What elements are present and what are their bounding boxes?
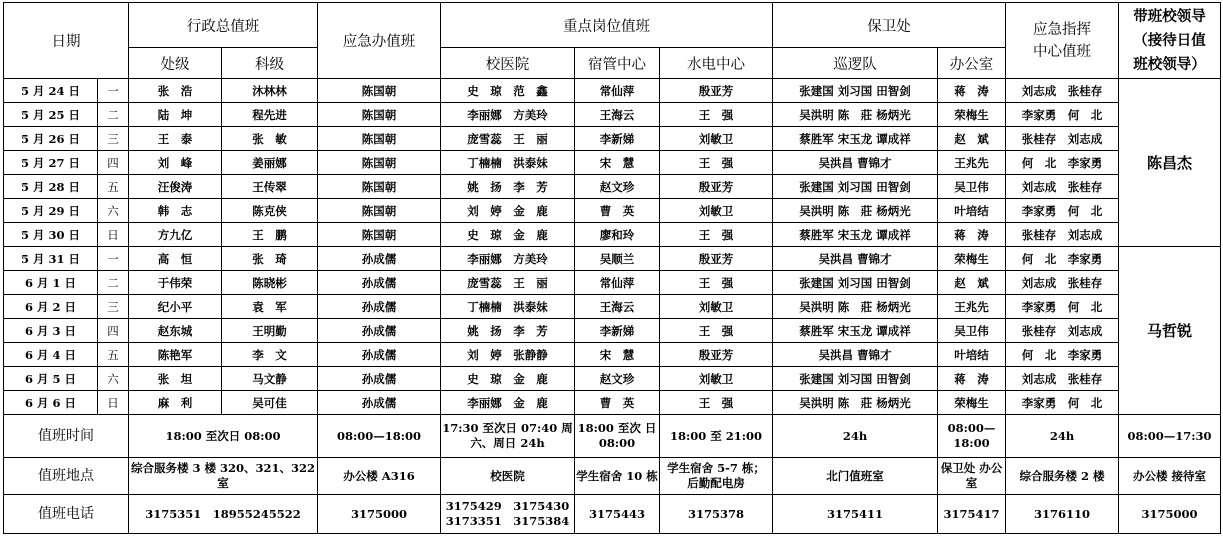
footer-location-clinic: 校医院: [441, 458, 575, 495]
command-cell: 刘志成 张桂存: [1006, 271, 1119, 295]
command-cell: 刘志成 张桂存: [1006, 367, 1119, 391]
weekday-cell: 三: [98, 295, 129, 319]
table-row: [4, 367, 1221, 391]
security-office-header: 办公室: [938, 48, 1006, 79]
footer-time-clinic: 17:30 至次日 07:40 周六、周日 24h: [441, 415, 575, 458]
dorm-cell: 赵文珍: [575, 367, 660, 391]
footer-phone-leader: 3175000: [1119, 495, 1221, 534]
footer-location-patrol: 北门值班室: [773, 458, 938, 495]
leader-header: 带班校领导 （接待日值 班校领导）: [1119, 3, 1221, 79]
dorm-cell: 王海云: [575, 103, 660, 127]
dorm-header: 宿管中心: [575, 48, 660, 79]
utility-cell: 王 强: [660, 103, 773, 127]
table-row: [4, 391, 1221, 415]
utility-header: 水电中心: [660, 48, 773, 79]
footer-location-utility: 学生宿舍 5-7 栋； 后勤配电房: [660, 458, 773, 495]
dorm-cell: 吴顺兰: [575, 247, 660, 271]
weekday-cell: 五: [98, 343, 129, 367]
clinic-cell: 史 琼 范 鑫: [441, 79, 575, 103]
patrol-cell: 蔡胜军 宋玉龙 谭成祥: [773, 319, 938, 343]
date-cell: 6 月 4 日: [4, 343, 98, 367]
patrol-cell: 吴洪明 陈 莊 杨炳光: [773, 103, 938, 127]
weekday-cell: 四: [98, 151, 129, 175]
footer-location-leader: 办公楼 接待室: [1119, 458, 1221, 495]
footer-phone-label: 值班电话: [4, 495, 129, 534]
footer-time-emergency: 08:00—18:00: [318, 415, 441, 458]
date-cell: 6 月 6 日: [4, 391, 98, 415]
patrol-cell: 张建国 刘习国 田智剑: [773, 79, 938, 103]
date-cell: 5 月 30 日: [4, 223, 98, 247]
security-office-cell: 蒋 涛: [938, 223, 1006, 247]
admin-section-cell: 陈晓彬: [222, 271, 318, 295]
weekday-cell: 二: [98, 271, 129, 295]
emergency-office-cell: 陈国朝: [318, 103, 441, 127]
utility-cell: 殷亚芳: [660, 343, 773, 367]
dorm-cell: 廖和玲: [575, 223, 660, 247]
admin-section-cell: 王 鹏: [222, 223, 318, 247]
footer-time-label: 值班时间: [4, 415, 129, 458]
dorm-cell: 常仙萍: [575, 79, 660, 103]
patrol-cell: 蔡胜军 宋玉龙 谭成祥: [773, 223, 938, 247]
admin-section-cell: 王传翠: [222, 175, 318, 199]
date-cell: 5 月 31 日: [4, 247, 98, 271]
admin-senior-cell: 王 泰: [129, 127, 222, 151]
dorm-cell: 李新娣: [575, 319, 660, 343]
weekday-cell: 日: [98, 223, 129, 247]
utility-cell: 王 强: [660, 319, 773, 343]
admin-section-cell: 沐林林: [222, 79, 318, 103]
clinic-cell: 刘 婷 金 鹿: [441, 199, 575, 223]
date-cell: 5 月 26 日: [4, 127, 98, 151]
security-office-cell: 吴卫伟: [938, 319, 1006, 343]
footer-location-emergency: 办公楼 A316: [318, 458, 441, 495]
weekday-cell: 一: [98, 247, 129, 271]
security-office-cell: 王兆先: [938, 295, 1006, 319]
emergency-office-cell: 陈国朝: [318, 127, 441, 151]
admin-section-cell: 张 琦: [222, 247, 318, 271]
clinic-cell: 姚 扬 李 芳: [441, 319, 575, 343]
command-cell: 李家勇 何 北: [1006, 295, 1119, 319]
command-header: 应急指挥 中心值班: [1006, 3, 1119, 79]
admin-section-cell: 马文静: [222, 367, 318, 391]
security-office-cell: 蒋 涛: [938, 367, 1006, 391]
admin-senior-cell: 赵东城: [129, 319, 222, 343]
weekday-cell: 一: [98, 79, 129, 103]
utility-cell: 刘敏卫: [660, 295, 773, 319]
security-office-cell: 叶培结: [938, 343, 1006, 367]
date-cell: 6 月 2 日: [4, 295, 98, 319]
date-cell: 6 月 5 日: [4, 367, 98, 391]
admin-senior-cell: 刘 峰: [129, 151, 222, 175]
table-row: [4, 199, 1221, 223]
duty-schedule-table: [3, 2, 1221, 534]
footer-phone-row: [4, 495, 1221, 534]
emergency-office-cell: 孙成儒: [318, 271, 441, 295]
command-cell: 李家勇 何 北: [1006, 391, 1119, 415]
admin-section-cell: 袁 军: [222, 295, 318, 319]
emergency-office-cell: 孙成儒: [318, 343, 441, 367]
dorm-cell: 李新娣: [575, 127, 660, 151]
date-cell: 5 月 28 日: [4, 175, 98, 199]
command-cell: 何 北 李家勇: [1006, 247, 1119, 271]
table-row: [4, 343, 1221, 367]
footer-time-dorm: 18:00 至次 日 08:00: [575, 415, 660, 458]
clinic-cell: 庞雪蕊 王 丽: [441, 127, 575, 151]
footer-phone-patrol: 3175411: [773, 495, 938, 534]
utility-cell: 刘敏卫: [660, 127, 773, 151]
dorm-cell: 常仙萍: [575, 271, 660, 295]
emergency-office-cell: 陈国朝: [318, 223, 441, 247]
weekday-cell: 六: [98, 199, 129, 223]
patrol-cell: 吴洪明 陈 莊 杨炳光: [773, 199, 938, 223]
emergency-office-cell: 孙成儒: [318, 247, 441, 271]
emergency-office-cell: 孙成儒: [318, 367, 441, 391]
command-cell: 刘志成 张桂存: [1006, 79, 1119, 103]
footer-phone-emergency: 3175000: [318, 495, 441, 534]
admin-section-cell: 姜丽娜: [222, 151, 318, 175]
admin-section-cell: 李 文: [222, 343, 318, 367]
table-row: [4, 103, 1221, 127]
dorm-cell: 宋 慧: [575, 151, 660, 175]
emergency-office-cell: 陈国朝: [318, 151, 441, 175]
emergency-office-cell: 孙成儒: [318, 391, 441, 415]
patrol-cell: 吴洪明 陈 莊 杨炳光: [773, 391, 938, 415]
date-cell: 5 月 24 日: [4, 79, 98, 103]
weekday-cell: 六: [98, 367, 129, 391]
utility-cell: 殷亚芳: [660, 175, 773, 199]
utility-cell: 殷亚芳: [660, 79, 773, 103]
admin-senior-cell: 张 坦: [129, 367, 222, 391]
footer-phone-utility: 3175378: [660, 495, 773, 534]
admin-section-cell: 程先进: [222, 103, 318, 127]
weekday-cell: 三: [98, 127, 129, 151]
admin-senior-cell: 张 浩: [129, 79, 222, 103]
admin-senior-cell: 麻 利: [129, 391, 222, 415]
patrol-cell: 吴洪昌 曹锦才: [773, 343, 938, 367]
footer-phone-dorm: 3175443: [575, 495, 660, 534]
emergency-office-header: 应急办值班: [318, 3, 441, 79]
dorm-cell: 赵文珍: [575, 175, 660, 199]
leader-week1-cell: 陈昌杰: [1119, 79, 1221, 247]
patrol-cell: 吴洪昌 曹锦才: [773, 151, 938, 175]
patrol-cell: 蔡胜军 宋玉龙 谭成祥: [773, 127, 938, 151]
patrol-cell: 张建国 刘习国 田智剑: [773, 271, 938, 295]
patrol-cell: 张建国 刘习国 田智剑: [773, 175, 938, 199]
admin-senior-header: 处级: [129, 48, 222, 79]
footer-time-office: 08:00— 18:00: [938, 415, 1006, 458]
table-row: [4, 247, 1221, 271]
footer-location-admin: 综合服务楼 3 楼 320、321、322 室: [129, 458, 318, 495]
weekday-cell: 五: [98, 175, 129, 199]
utility-cell: 刘敏卫: [660, 367, 773, 391]
admin-header: 行政总值班: [129, 3, 318, 48]
utility-cell: 王 强: [660, 151, 773, 175]
clinic-cell: 丁楠楠 洪泰妹: [441, 151, 575, 175]
table-row: [4, 223, 1221, 247]
weekday-cell: 日: [98, 391, 129, 415]
security-office-cell: 叶培结: [938, 199, 1006, 223]
utility-cell: 王 强: [660, 271, 773, 295]
admin-section-header: 科级: [222, 48, 318, 79]
footer-phone-admin: 3175351 18955245522: [129, 495, 318, 534]
admin-senior-cell: 于伟荣: [129, 271, 222, 295]
emergency-office-cell: 陈国朝: [318, 79, 441, 103]
dorm-cell: 曹 英: [575, 199, 660, 223]
utility-cell: 刘敏卫: [660, 199, 773, 223]
command-cell: 张桂存 刘志成: [1006, 319, 1119, 343]
patrol-cell: 张建国 刘习国 田智剑: [773, 367, 938, 391]
admin-senior-cell: 陈艳军: [129, 343, 222, 367]
footer-time-row: [4, 415, 1221, 458]
security-header: 保卫处: [773, 3, 1006, 48]
security-office-cell: 荣梅生: [938, 103, 1006, 127]
date-header: 日期: [4, 3, 129, 79]
dorm-cell: 曹 英: [575, 391, 660, 415]
command-cell: 刘志成 张桂存: [1006, 175, 1119, 199]
admin-section-cell: 吴可佳: [222, 391, 318, 415]
utility-cell: 王 强: [660, 391, 773, 415]
table-row: [4, 319, 1221, 343]
patrol-cell: 吴洪明 陈 莊 杨炳光: [773, 295, 938, 319]
clinic-cell: 李丽娜 方美玲: [441, 247, 575, 271]
clinic-cell: 庞雪蕊 王 丽: [441, 271, 575, 295]
security-office-cell: 赵 斌: [938, 271, 1006, 295]
footer-location-office: 保卫处 办公室: [938, 458, 1006, 495]
date-cell: 6 月 1 日: [4, 271, 98, 295]
footer-time-leader: 08:00—17:30: [1119, 415, 1221, 458]
emergency-office-cell: 陈国朝: [318, 199, 441, 223]
date-cell: 5 月 25 日: [4, 103, 98, 127]
footer-time-command: 24h: [1006, 415, 1119, 458]
footer-phone-command: 3176110: [1006, 495, 1119, 534]
command-cell: 张桂存 刘志成: [1006, 127, 1119, 151]
clinic-cell: 丁楠楠 洪泰妹: [441, 295, 575, 319]
footer-location-dorm: 学生宿舍 10 栋: [575, 458, 660, 495]
dorm-cell: 王海云: [575, 295, 660, 319]
admin-section-cell: 张 敏: [222, 127, 318, 151]
admin-senior-cell: 韩 志: [129, 199, 222, 223]
footer-time-admin: 18:00 至次日 08:00: [129, 415, 318, 458]
admin-section-cell: 陈克侠: [222, 199, 318, 223]
command-cell: 何 北 李家勇: [1006, 343, 1119, 367]
date-cell: 6 月 3 日: [4, 319, 98, 343]
security-office-cell: 吴卫伟: [938, 175, 1006, 199]
security-office-cell: 荣梅生: [938, 247, 1006, 271]
table-row: [4, 127, 1221, 151]
key-posts-header: 重点岗位值班: [441, 3, 773, 48]
table-row: [4, 175, 1221, 199]
admin-section-cell: 王明勤: [222, 319, 318, 343]
security-office-cell: 王兆先: [938, 151, 1006, 175]
admin-senior-cell: 方九亿: [129, 223, 222, 247]
date-cell: 5 月 29 日: [4, 199, 98, 223]
clinic-cell: 史 琼 金 鹿: [441, 223, 575, 247]
emergency-office-cell: 孙成儒: [318, 295, 441, 319]
dorm-cell: 宋 慧: [575, 343, 660, 367]
footer-time-patrol: 24h: [773, 415, 938, 458]
command-cell: 李家勇 何 北: [1006, 199, 1119, 223]
command-cell: 张桂存 刘志成: [1006, 223, 1119, 247]
utility-cell: 殷亚芳: [660, 247, 773, 271]
footer-location-command: 综合服务楼 2 楼: [1006, 458, 1119, 495]
security-office-cell: 荣梅生: [938, 391, 1006, 415]
date-cell: 5 月 27 日: [4, 151, 98, 175]
table-row: [4, 79, 1221, 103]
clinic-cell: 李丽娜 金 鹿: [441, 391, 575, 415]
footer-time-utility: 18:00 至 21:00: [660, 415, 773, 458]
clinic-cell: 李丽娜 方美玲: [441, 103, 575, 127]
admin-senior-cell: 纪小平: [129, 295, 222, 319]
footer-phone-clinic: 3175429 3175430 3173351 3175384: [441, 495, 575, 534]
header-row-top: [4, 3, 1221, 48]
utility-cell: 王 强: [660, 223, 773, 247]
clinic-cell: 刘 婷 张静静: [441, 343, 575, 367]
admin-senior-cell: 汪俊涛: [129, 175, 222, 199]
table-row: [4, 295, 1221, 319]
footer-location-label: 值班地点: [4, 458, 129, 495]
table-row: [4, 151, 1221, 175]
clinic-header: 校医院: [441, 48, 575, 79]
table-row: [4, 271, 1221, 295]
weekday-cell: 四: [98, 319, 129, 343]
clinic-cell: 史 琼 金 鹿: [441, 367, 575, 391]
security-office-cell: 赵 斌: [938, 127, 1006, 151]
patrol-cell: 吴洪昌 曹锦才: [773, 247, 938, 271]
emergency-office-cell: 陈国朝: [318, 175, 441, 199]
emergency-office-cell: 孙成儒: [318, 319, 441, 343]
security-office-cell: 蒋 涛: [938, 79, 1006, 103]
command-cell: 何 北 李家勇: [1006, 151, 1119, 175]
admin-senior-cell: 高 恒: [129, 247, 222, 271]
footer-location-row: [4, 458, 1221, 495]
command-cell: 李家勇 何 北: [1006, 103, 1119, 127]
patrol-header: 巡逻队: [773, 48, 938, 79]
clinic-cell: 姚 扬 李 芳: [441, 175, 575, 199]
leader-week2-cell: 马哲锐: [1119, 247, 1221, 415]
weekday-cell: 二: [98, 103, 129, 127]
admin-senior-cell: 陆 坤: [129, 103, 222, 127]
footer-phone-office: 3175417: [938, 495, 1006, 534]
